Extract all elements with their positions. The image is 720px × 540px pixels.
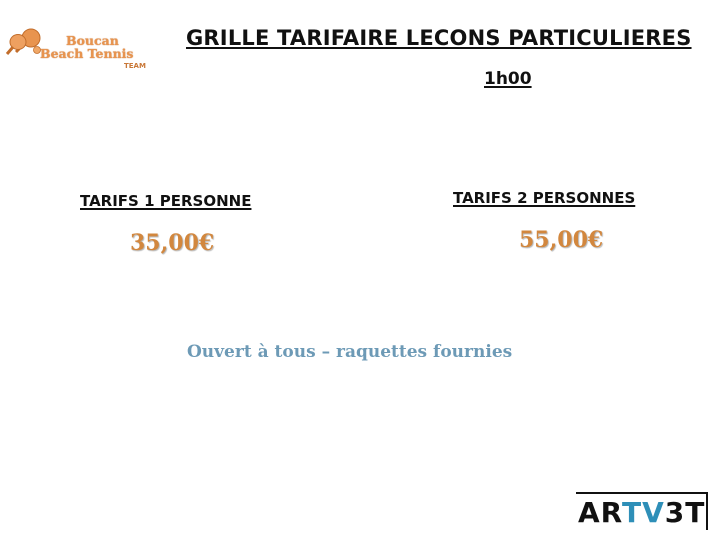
brand-logo-text [578,496,705,529]
club-team-label: TEAM [124,62,146,70]
club-name-line1: Boucan [66,33,119,48]
tariff-label-2-persons: TARIFS 2 PERSONNES [453,189,636,207]
brand-part-1: AR [578,496,622,529]
brand-part-3: 3T [664,496,706,529]
page-title: GRILLE TARIFAIRE LECONS PARTICULIERES [186,26,692,50]
club-name-line2: Beach Tennis [40,46,134,61]
club-logo [4,22,164,74]
club-name [40,34,164,60]
tariff-price-1-person: 35,00€ [130,230,215,256]
tariff-label-1-person: TARIFS 1 PERSONNE [80,192,252,210]
info-note: Ouvert à tous – raquettes fournies [187,342,513,362]
tennis-racket-icon [4,26,44,62]
lesson-duration: 1h00 [484,69,532,89]
brand-logo [576,492,708,530]
brand-part-2: TV [621,496,665,529]
tariff-price-2-persons: 55,00€ [519,227,604,253]
